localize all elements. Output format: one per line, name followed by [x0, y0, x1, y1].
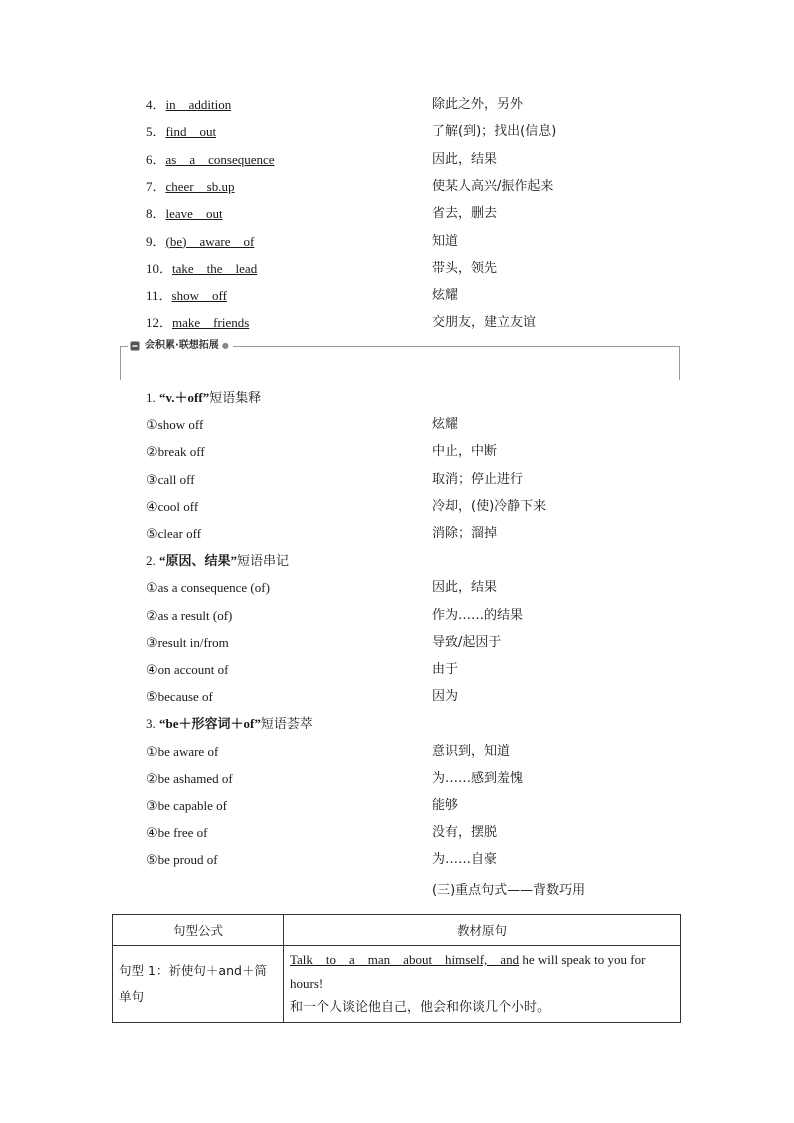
banner-label	[128, 338, 233, 354]
phrase-answer: in addition	[165, 97, 232, 112]
item-meaning: 因此，结果	[432, 580, 498, 596]
phrase-english	[146, 146, 275, 173]
phrase-number: 4．	[146, 97, 166, 112]
banner-text: 会积累·联想拓展	[145, 340, 219, 351]
phrase-english	[146, 200, 223, 227]
phrase-meaning: 了解(到)；找出(信息)	[432, 124, 557, 140]
phrase-row	[146, 118, 686, 145]
phrase-number: 6．	[146, 151, 166, 167]
phrase-number: 10．	[146, 260, 173, 276]
phrase-meaning: 知道	[432, 233, 459, 249]
phrase-english	[146, 91, 231, 118]
pattern-cell: 句型 1：祈使句＋and＋简单句	[113, 946, 284, 1023]
phrase-answer: (be) aware of	[165, 233, 255, 249]
phrase-row	[146, 309, 686, 336]
phrase-answer: as a consequence	[165, 151, 275, 167]
item-meaning: 由于	[432, 662, 459, 677]
item-english: ⑤be proud of	[146, 852, 218, 868]
item-english: ⑤clear off	[146, 526, 202, 541]
minus-box-icon	[130, 341, 140, 351]
item-english: ①as a consequence (of)	[146, 580, 270, 596]
group-heading	[146, 384, 686, 411]
phrase-row	[146, 173, 686, 200]
list-item	[146, 438, 686, 465]
group-title-bold: “原因、结果”	[159, 553, 238, 569]
phrase-meaning: 带头，领先	[432, 260, 498, 276]
item-meaning: 没有，摆脱	[432, 825, 498, 841]
example-sentence	[290, 948, 674, 996]
phrase-english	[146, 173, 234, 200]
item-meaning: 为……感到羞愧	[432, 770, 524, 786]
item-meaning: 炫耀	[432, 417, 459, 433]
phrase-answer: make friends	[172, 315, 250, 331]
section-banner	[120, 342, 680, 380]
phrase-number: 8．	[146, 206, 166, 222]
list-item	[146, 520, 686, 547]
group-heading	[146, 547, 686, 574]
phrase-meaning: 省去，删去	[432, 206, 498, 222]
item-english: ③call off	[146, 471, 195, 487]
phrase-english	[146, 309, 249, 336]
item-english: ③result in/from	[146, 634, 229, 650]
phrase-row	[146, 255, 686, 282]
item-english: ②break off	[146, 444, 205, 460]
group-title-bold: “v.＋off”	[159, 390, 210, 405]
group-title-bold: “be＋形容词＋of”	[159, 716, 261, 732]
list-item	[146, 738, 686, 765]
phrase-meaning: 因此，结果	[432, 151, 498, 167]
list-item	[146, 574, 686, 601]
item-meaning: 作为……的结果	[432, 607, 524, 623]
phrase-row	[146, 146, 686, 173]
item-meaning: 能够	[432, 798, 459, 813]
item-english: ④be free of	[146, 825, 208, 841]
phrase-answer: leave out	[165, 206, 223, 222]
phrase-row	[146, 200, 686, 227]
phrase-answer: find out	[165, 124, 217, 140]
phrase-meaning: 除此之外，另外	[432, 97, 524, 112]
item-english: ④on account of	[146, 662, 229, 677]
item-meaning: 中止，中断	[432, 444, 498, 460]
list-item	[146, 683, 686, 710]
item-meaning: 取消；停止进行	[432, 471, 524, 487]
phrase-english	[146, 282, 227, 309]
item-english: ⑤because of	[146, 689, 213, 705]
phrase-number: 9．	[146, 233, 166, 249]
group-title-rest: 短语串记	[237, 554, 290, 570]
phrase-row	[146, 228, 686, 255]
list-item	[146, 411, 686, 438]
phrase-english	[146, 228, 254, 255]
group-title-rest: 短语集释	[209, 391, 262, 406]
list-item	[146, 602, 686, 629]
phrase-answer: show off	[171, 288, 227, 304]
list-item	[146, 656, 686, 683]
group-number: 2.	[146, 553, 159, 569]
list-item	[146, 765, 686, 792]
list-item	[146, 629, 686, 656]
section-title: (三)重点句式——背数巧用	[432, 883, 586, 898]
list-item	[146, 466, 686, 493]
phrase-meaning: 炫耀	[432, 288, 459, 304]
sentence-pattern-table	[112, 914, 681, 1023]
sentence-underlined-part: Talk to a man about himself, and	[290, 952, 520, 967]
phrase-number: 7．	[146, 178, 166, 194]
phrase-answer: cheer sb.up	[165, 178, 235, 194]
group-title-rest: 短语荟萃	[260, 717, 313, 733]
item-meaning: 为……自豪	[432, 852, 498, 868]
group-number: 3.	[146, 716, 159, 732]
sentence-cell	[284, 946, 681, 1023]
phrase-row	[146, 282, 686, 309]
phrase-number: 12．	[146, 315, 173, 331]
item-meaning: 导致/起因于	[432, 634, 502, 650]
list-item	[146, 792, 686, 819]
sentence-rest: he will speak to you for hours!	[290, 952, 646, 991]
table-header-row	[113, 915, 681, 946]
phrase-number: 11．	[146, 288, 172, 304]
header-pattern: 句型公式	[113, 915, 284, 946]
item-meaning: 因为	[432, 689, 459, 705]
item-english: ③be capable of	[146, 798, 227, 813]
item-english: ④cool off	[146, 498, 199, 514]
phrase-answer: take the lead	[172, 260, 258, 276]
phrase-meaning: 交朋友，建立友谊	[432, 315, 537, 331]
phrase-meaning: 使某人高兴/振作起来	[432, 178, 554, 194]
list-item	[146, 846, 686, 873]
header-original-sentence: 教材原句	[284, 915, 681, 946]
item-meaning: 冷却，(使)冷静下来	[432, 498, 547, 514]
table-row	[113, 946, 681, 1023]
item-english: ②as a result (of)	[146, 607, 233, 623]
group-heading	[146, 710, 686, 737]
phrase-english	[146, 255, 257, 282]
bullet-dot-icon: ●	[221, 341, 229, 350]
group-number: 1.	[146, 390, 159, 405]
sentence-translation: 和一个人谈论他自己，他会和你谈几个小时。	[290, 1000, 551, 1015]
item-english: ②be ashamed of	[146, 770, 233, 786]
item-english: ①be aware of	[146, 743, 219, 759]
list-item	[146, 493, 686, 520]
item-meaning: 消除；溜掉	[432, 526, 498, 541]
list-item	[146, 819, 686, 846]
phrase-english	[146, 118, 216, 145]
item-english: ①show off	[146, 417, 204, 433]
item-meaning: 意识到，知道	[432, 743, 511, 759]
phrase-number: 5．	[146, 124, 166, 140]
phrase-row	[146, 91, 686, 118]
